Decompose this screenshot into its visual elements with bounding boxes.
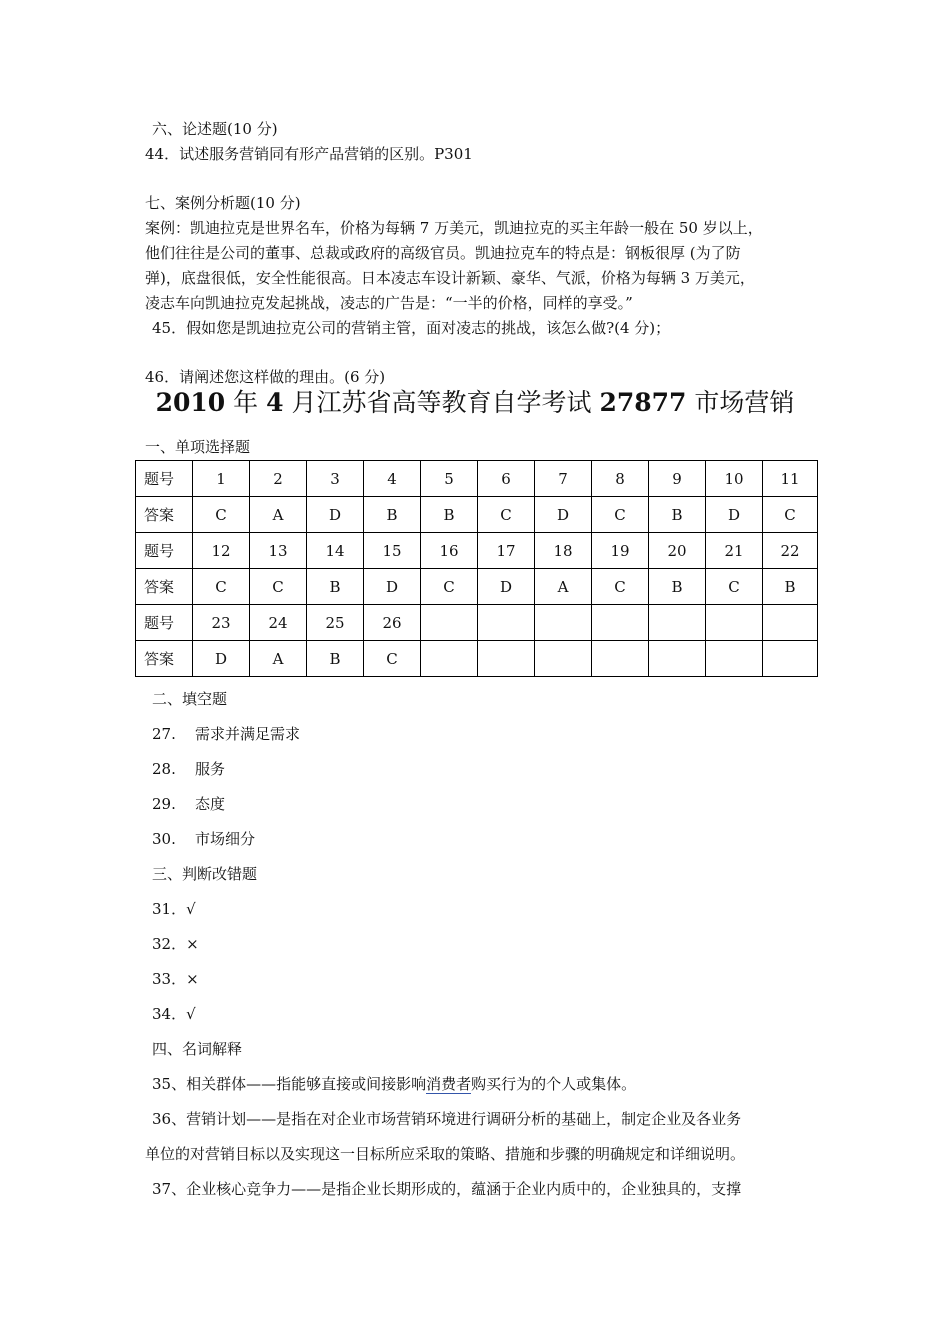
- judge-num: 31．: [152, 900, 187, 918]
- question-number-cell: 21: [706, 533, 763, 569]
- table-row-numbers: [136, 461, 818, 497]
- answer-cell: A: [250, 497, 307, 533]
- answer-cell: C: [364, 641, 421, 677]
- answer-cell: A: [250, 641, 307, 677]
- row-label-question: 题号: [136, 533, 193, 569]
- case-line-1: 案例：凯迪拉克是世界名车，价格为每辆 7 万美元，凯迪拉克的买主年龄一般在 50 岁以上，: [145, 219, 763, 237]
- answer-cell: [421, 641, 478, 677]
- question-number-cell: 7: [535, 461, 592, 497]
- answer-cell: D: [193, 641, 250, 677]
- answer-cell: C: [193, 497, 250, 533]
- question-number-cell: 20: [649, 533, 706, 569]
- table-row-answers: [136, 641, 818, 677]
- answer-cell: C: [592, 497, 649, 533]
- answer-cell: D: [478, 569, 535, 605]
- answer-cell: D: [535, 497, 592, 533]
- question-number-cell: [706, 605, 763, 641]
- question-number-cell: 10: [706, 461, 763, 497]
- cross-mark: ×: [186, 935, 199, 953]
- judge-item-31: [152, 899, 196, 919]
- fill-item-29: [152, 794, 226, 814]
- answer-cell: B: [364, 497, 421, 533]
- answer-cell: D: [706, 497, 763, 533]
- answer-cell: B: [649, 569, 706, 605]
- question-number-cell: 19: [592, 533, 649, 569]
- question-number-cell: 5: [421, 461, 478, 497]
- row-label-question: 题号: [136, 461, 193, 497]
- question-number-cell: 1: [193, 461, 250, 497]
- part2-heading: 二、填空题: [152, 690, 228, 708]
- fill-text: 服务: [195, 760, 226, 778]
- question-number-cell: 24: [250, 605, 307, 641]
- question-number-cell: 17: [478, 533, 535, 569]
- case-line-4: 凌志车向凯迪拉克发起挑战，凌志的广告是：“一半的价格，同样的享受。”: [145, 294, 633, 312]
- fill-num: 28.: [152, 760, 176, 778]
- question-number-cell: 12: [193, 533, 250, 569]
- question-number-cell: [592, 605, 649, 641]
- definition-35-text: 35、相关群体——指能够直接或间接影响: [152, 1075, 427, 1093]
- question-number-cell: 4: [364, 461, 421, 497]
- answer-table: [135, 460, 818, 677]
- table-row-numbers: [136, 533, 818, 569]
- fill-text: 市场细分: [195, 830, 256, 848]
- section7-heading: 七、案例分析题(10 分): [145, 194, 301, 212]
- question-46: 46．请阐述您这样做的理由。(6 分): [145, 368, 386, 386]
- question-45: 45．假如您是凯迪拉克公司的营销主管，面对凌志的挑战，该怎么做?(4 分)；: [152, 319, 671, 337]
- fill-item-27: [152, 724, 301, 744]
- section6-heading: 六、论述题(10 分): [152, 120, 278, 138]
- answer-cell: C: [763, 497, 818, 533]
- fill-text: 需求并满足需求: [195, 725, 301, 743]
- fill-num: 29.: [152, 795, 176, 813]
- row-label-answer: 答案: [136, 497, 193, 533]
- answer-cell: [592, 641, 649, 677]
- question-number-cell: [421, 605, 478, 641]
- question-number-cell: 25: [307, 605, 364, 641]
- row-label-question: 题号: [136, 605, 193, 641]
- title-text-2: 月江苏省高等教育自学考试: [283, 388, 600, 417]
- judge-num: 34．: [152, 1005, 187, 1023]
- definition-37-line-1: 37、企业核心竞争力——是指企业长期形成的，蕴涵于企业内质中的，企业独具的，支撑: [152, 1180, 742, 1198]
- page-title: [0, 387, 950, 419]
- title-text-3: 市场营销: [686, 388, 795, 417]
- question-number-cell: 18: [535, 533, 592, 569]
- check-mark: √: [186, 1005, 196, 1023]
- answer-cell: [706, 641, 763, 677]
- answer-cell: [763, 641, 818, 677]
- answer-cell: [535, 641, 592, 677]
- table-row-answers: [136, 497, 818, 533]
- answer-cell: A: [535, 569, 592, 605]
- part1-heading: 一、单项选择题: [145, 438, 251, 456]
- definition-36-line-1: 36、营销计划——是指在对企业市场营销环境进行调研分析的基础上，制定企业及各业务: [152, 1110, 742, 1128]
- row-label-answer: 答案: [136, 569, 193, 605]
- judge-num: 33．: [152, 970, 187, 988]
- answer-cell: D: [307, 497, 364, 533]
- title-month: 4: [266, 388, 284, 417]
- answer-cell: B: [649, 497, 706, 533]
- question-number-cell: 3: [307, 461, 364, 497]
- judge-item-33: [152, 969, 199, 989]
- answer-cell: C: [592, 569, 649, 605]
- answer-cell: B: [421, 497, 478, 533]
- answer-cell: C: [478, 497, 535, 533]
- question-number-cell: [478, 605, 535, 641]
- answer-cell: [649, 641, 706, 677]
- fill-text: 态度: [195, 795, 226, 813]
- question-number-cell: 23: [193, 605, 250, 641]
- answer-cell: D: [364, 569, 421, 605]
- table-row-answers: [136, 569, 818, 605]
- case-line-3: 弹)，底盘很低，安全性能很高。日本凌志车设计新颖、豪华、气派，价格为每辆 3 万美元，: [145, 269, 755, 287]
- answer-cell: C: [250, 569, 307, 605]
- answer-cell: [478, 641, 535, 677]
- answer-cell: B: [307, 569, 364, 605]
- question-44: 44．试述服务营销同有形产品营销的区别。P301: [145, 145, 473, 163]
- title-year: 2010: [155, 388, 226, 417]
- question-number-cell: 9: [649, 461, 706, 497]
- definition-35: [152, 1074, 636, 1094]
- fill-num: 27.: [152, 725, 176, 743]
- judge-num: 32．: [152, 935, 187, 953]
- question-number-cell: [535, 605, 592, 641]
- case-line-2: 他们往往是公司的董事、总裁或政府的高级官员。凯迪拉克车的特点是：钢板很厚 (为了防: [145, 244, 741, 262]
- check-mark: √: [186, 900, 196, 918]
- question-number-cell: 22: [763, 533, 818, 569]
- answer-cell: B: [763, 569, 818, 605]
- answer-cell: C: [421, 569, 478, 605]
- question-number-cell: 6: [478, 461, 535, 497]
- question-number-cell: 14: [307, 533, 364, 569]
- cross-mark: ×: [186, 970, 199, 988]
- question-number-cell: 2: [250, 461, 307, 497]
- part3-heading: 三、判断改错题: [152, 865, 258, 883]
- definition-35-text-end: 购买行为的个人或集体。: [471, 1075, 637, 1093]
- fill-item-30: [152, 829, 256, 849]
- answer-cell: C: [193, 569, 250, 605]
- question-number-cell: 26: [364, 605, 421, 641]
- answer-cell: C: [706, 569, 763, 605]
- question-number-cell: 11: [763, 461, 818, 497]
- fill-item-28: [152, 759, 226, 779]
- judge-item-34: [152, 1004, 196, 1024]
- fill-num: 30.: [152, 830, 176, 848]
- consumer-link[interactable]: 消费者: [426, 1075, 472, 1093]
- question-number-cell: 13: [250, 533, 307, 569]
- question-number-cell: [763, 605, 818, 641]
- judge-item-32: [152, 934, 199, 954]
- row-label-answer: 答案: [136, 641, 193, 677]
- question-number-cell: 15: [364, 533, 421, 569]
- part4-heading: 四、名词解释: [152, 1040, 243, 1058]
- title-code: 27877: [599, 388, 687, 417]
- question-number-cell: [649, 605, 706, 641]
- question-number-cell: 16: [421, 533, 478, 569]
- title-text-1: 年: [225, 388, 267, 417]
- definition-36-line-2: 单位的对营销目标以及实现这一目标所应采取的策略、措施和步骤的明确规定和详细说明。: [145, 1145, 746, 1163]
- table-row-numbers: [136, 605, 818, 641]
- answer-cell: B: [307, 641, 364, 677]
- question-number-cell: 8: [592, 461, 649, 497]
